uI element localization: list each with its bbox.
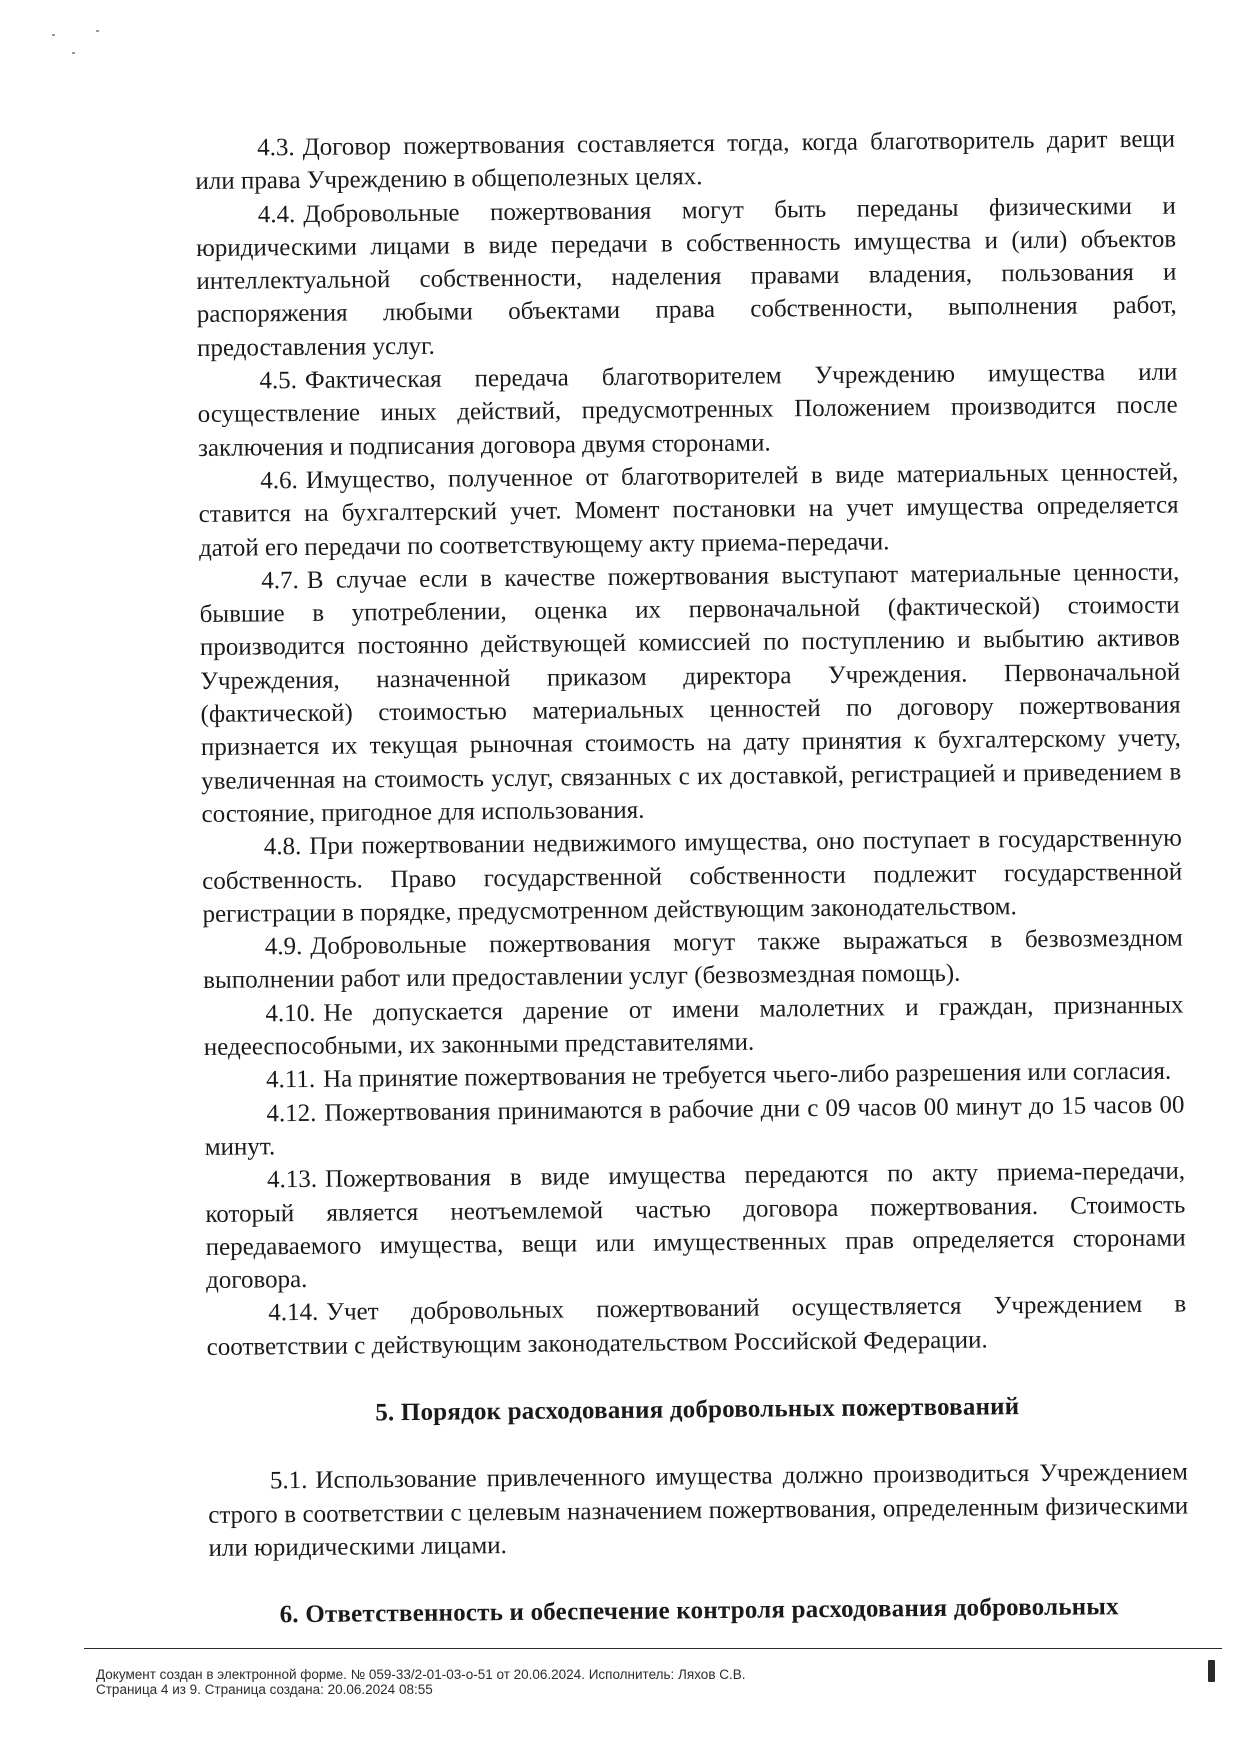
clause-text: Фактическая передача благотворителем Учреждению имущества или осуществление иных действий, предусмотренных Положением производится после заключения и подписания договора двумя сторонами. xyxy=(197,358,1178,462)
section-6-heading: 6. Ответственность и обеспечение контроля расходования добровольных xyxy=(279,1593,1119,1629)
binding-mark xyxy=(1208,1660,1215,1682)
clause-number: 4.4. xyxy=(257,200,296,228)
clause-4-9 xyxy=(203,922,1184,998)
document-body xyxy=(195,123,1189,1633)
clause-number: 4.8. xyxy=(263,833,302,861)
clause-4-12 xyxy=(204,1088,1185,1164)
clause-number: 4.11. xyxy=(265,1066,316,1094)
clause-5-1 xyxy=(208,1456,1189,1565)
clause-4-13 xyxy=(205,1155,1186,1298)
clause-4-3 xyxy=(195,123,1176,199)
section-4-items xyxy=(195,123,1187,1364)
clause-number: 4.13. xyxy=(266,1166,318,1194)
clause-number: 5.1. xyxy=(269,1467,308,1495)
clause-number: 4.3. xyxy=(257,134,295,162)
clause-number: 4.9. xyxy=(264,933,303,961)
clause-number: 4.10. xyxy=(265,999,316,1028)
clause-text: Пожертвования в виде имущества передаются по акту приема-передачи, который является неотъемлемой частью договора пожертвования. Стоимость передаваемого имущества, вещи или имущественных прав определяется сторонами договора. xyxy=(205,1157,1186,1295)
clause-4-8 xyxy=(202,822,1183,931)
clause-text: Добровольные пожертвования могут также выражаться в безвозмездном выполнении работ или предоставлении услуг (безвозмездная помощь). xyxy=(203,924,1183,995)
scan-speck xyxy=(72,52,75,54)
clause-number: 4.7. xyxy=(261,566,299,595)
clause-4-7 xyxy=(199,555,1182,831)
footer-divider xyxy=(84,1648,1222,1649)
clause-text: Использование привлеченного имущества должно производиться Учреждением строго в соответствии с целевым назначением пожертвования, определенным физическими или юридическими лицами. xyxy=(208,1458,1189,1562)
clause-text: Договор пожертвования составляется тогда, когда благотворитель дарит вещи или права Учреждению в общеполезных целях. xyxy=(195,125,1176,196)
clause-number: 4.14. xyxy=(268,1299,319,1327)
clause-text: Имущество, полученное от благотворителей в виде материальных ценностей, ставится на бухгалтерский учет. Момент постановки на учет имущества определяется датой его передачи по соответствующему акту приема-передачи. xyxy=(198,458,1179,562)
clause-4-14 xyxy=(206,1288,1187,1364)
scan-speck xyxy=(52,34,55,36)
scan-speck xyxy=(96,30,99,32)
footer-document-info: Документ создан в электронной форме. № 059-33/2-01-03-о-51 от 20.06.2024. Исполнитель: Ляхов С.В. xyxy=(96,1667,746,1682)
clause-text: Добровольные пожертвования могут быть переданы физическими и юридическими лицами в виде передачи в собственность имущества и (или) объектов интеллектуальной собственности, наделения правами владения, пользования и распоряжения любыми объектами права собственности, выполнения работ, предоставления услуг. xyxy=(195,192,1177,362)
clause-4-6 xyxy=(198,456,1179,565)
clause-number: 4.6. xyxy=(260,466,298,495)
footer-page-info: Страница 4 из 9. Страница создана: 20.06.2024 08:55 xyxy=(96,1682,433,1697)
clause-4-4 xyxy=(196,189,1178,365)
document-footer xyxy=(96,1667,1096,1697)
clause-text: Не допускается дарение от имени малолетних и граждан, признанных недееспособными, их законными представителями. xyxy=(203,991,1184,1061)
clause-text: Учет добровольных пожертвований осуществляется Учреждением в соответствии с действующим законодательством Российской Федерации. xyxy=(206,1290,1187,1361)
section-5-heading: 5. Порядок расходования добровольных пожертвований xyxy=(375,1393,1020,1427)
clause-text: Пожертвования принимаются в рабочие дни с 09 часов 00 минут до 15 часов 00 минут. xyxy=(204,1091,1185,1161)
clause-text: В случае если в качестве пожертвования выступают материальные ценности, бывшие в употреблении, оценка их первоначальной (фактической) стоимости производится постоянно действующей комиссией по поступлению и выбытию активов Учреждения, назначенной приказом директора Учреждения. Первоначальной (фактической) стоимостью материальных ценностей по договору пожертвования признается их текущая рыночная стоимость на дату принятия к бухгалтерскому учету, увеличенная на стоимость услуг, связанных с их доставкой, регистрацией и приведением в состояние, пригодное для использования. xyxy=(199,558,1182,828)
clause-number: 4.12. xyxy=(266,1099,317,1127)
clause-text: При пожертвовании недвижимого имущества, оно поступает в государственную собственность. Право государственной собственности подлежит государственной регистрации в порядке, предусмотренном действующим законодательством. xyxy=(202,824,1183,928)
clause-text: На принятие пожертвования не требуется чьего-либо разрешения или согласия. xyxy=(323,1057,1172,1094)
clause-4-5 xyxy=(197,356,1178,465)
clause-number: 4.5. xyxy=(259,367,298,395)
clause-4-10 xyxy=(203,988,1184,1064)
